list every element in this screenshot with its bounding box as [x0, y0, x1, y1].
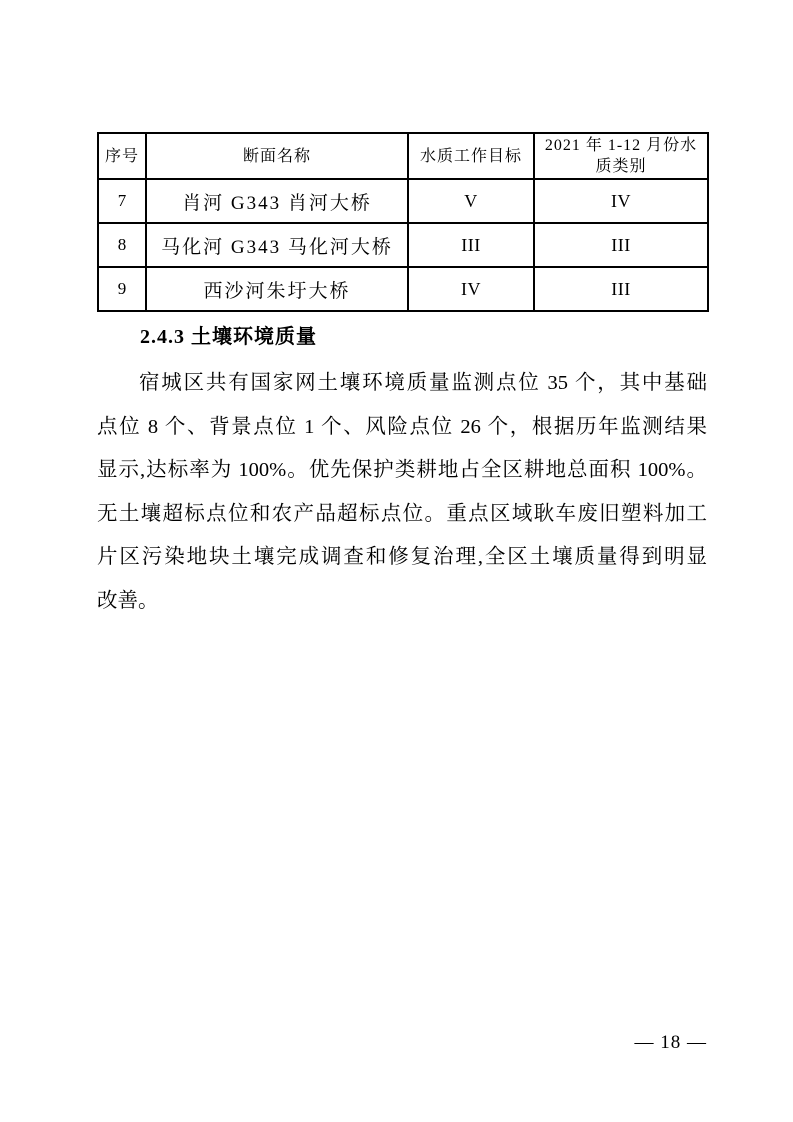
water-quality-table — [97, 132, 709, 312]
table-header-row — [98, 133, 708, 179]
col-header-target: 水质工作目标 — [408, 133, 534, 179]
cell-section-name: 马化河 G343 马化河大桥 — [146, 223, 408, 267]
table-row — [98, 179, 708, 223]
cell-target: V — [408, 179, 534, 223]
cell-index: 9 — [98, 267, 146, 311]
cell-category: III — [534, 267, 708, 311]
section-heading: 2.4.3 土壤环境质量 — [140, 326, 317, 348]
cell-category: IV — [534, 179, 708, 223]
cell-section-name: 肖河 G343 肖河大桥 — [146, 179, 408, 223]
paragraph-line: 片区污染地块土壤完成调查和修复治理,全区土壤质量得到明显 — [97, 546, 707, 568]
col-header-index: 序号 — [98, 133, 146, 179]
paragraph-line: 改善。 — [97, 589, 159, 612]
body-paragraph — [97, 362, 707, 623]
cell-index: 8 — [98, 223, 146, 267]
col-header-section-name: 断面名称 — [146, 133, 408, 179]
page-number: — 18 — — [634, 1032, 707, 1053]
paragraph-line: 显示,达标率为 100%。优先保护类耕地占全区耕地总面积 100%。 — [97, 459, 707, 481]
cell-target: III — [408, 223, 534, 267]
paragraph-line: 宿城区共有国家网土壤环境质量监测点位 35 个，其中基础 — [139, 372, 707, 394]
cell-target: IV — [408, 267, 534, 311]
paragraph-line: 无土壤超标点位和农产品超标点位。重点区域耿车废旧塑料加工 — [97, 502, 707, 525]
cell-category: III — [534, 223, 708, 267]
paragraph-line: 点位 8 个、背景点位 1 个、风险点位 26 个，根据历年监测结果 — [97, 415, 707, 438]
cell-section-name: 西沙河朱圩大桥 — [146, 267, 408, 311]
table-row — [98, 267, 708, 311]
table-row — [98, 223, 708, 267]
col-header-category: 2021 年 1-12 月份水质类别 — [534, 133, 708, 179]
cell-index: 7 — [98, 179, 146, 223]
